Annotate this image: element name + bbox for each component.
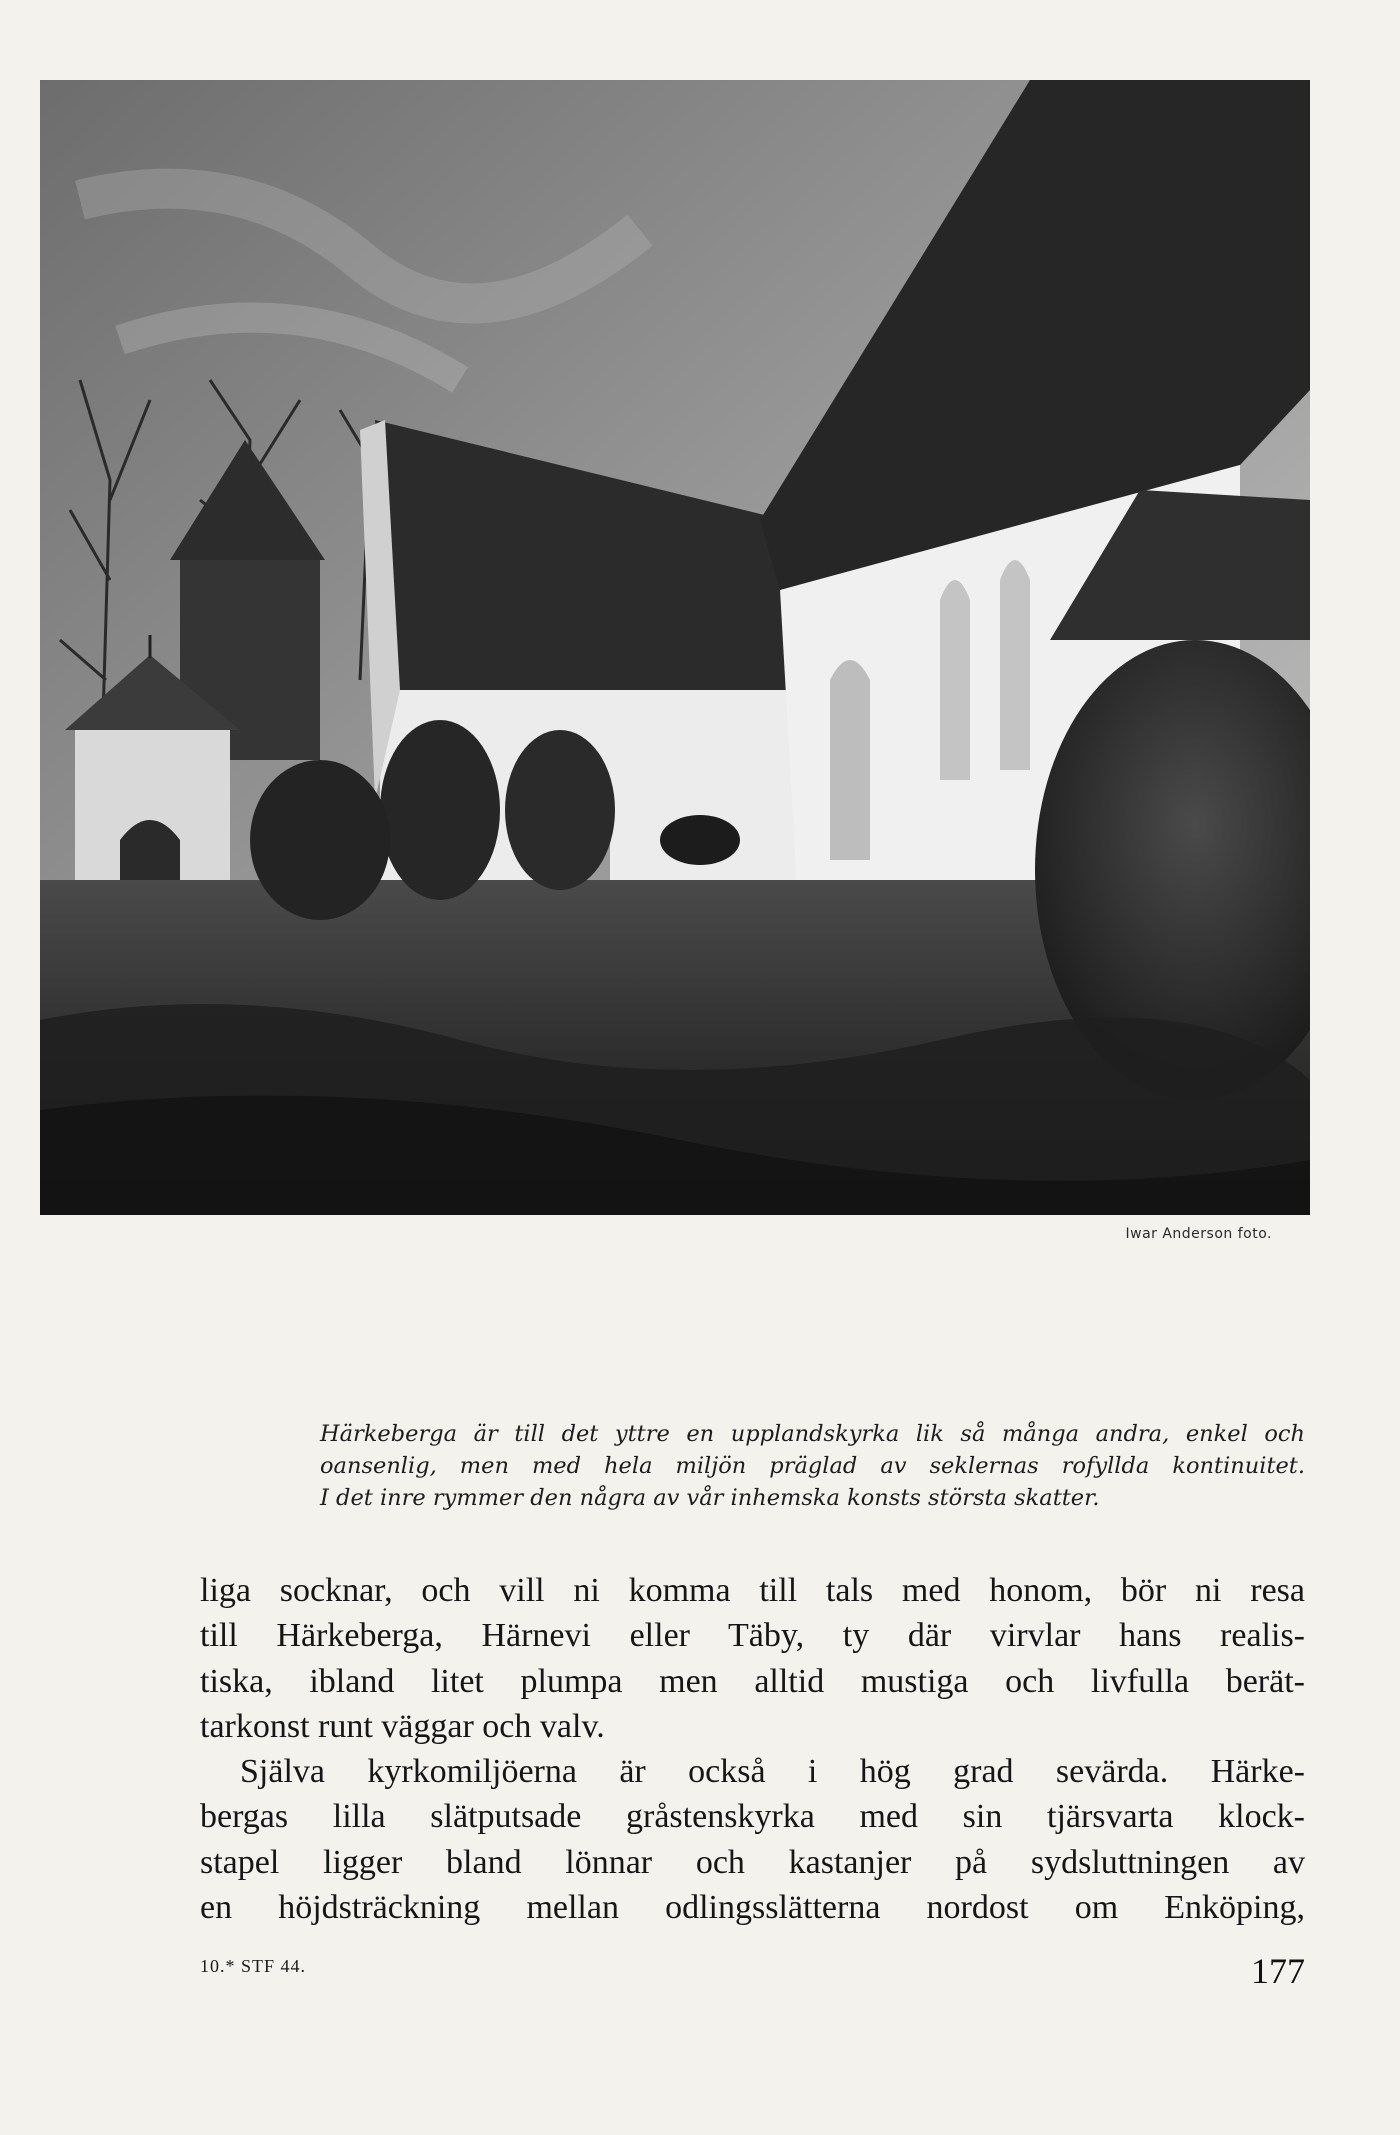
body-text [200, 1568, 1305, 1930]
body-line: tiska, ibland litet plumpa men alltid mustiga och livfulla berät- [200, 1662, 1305, 1700]
caption-line: Härkeberga är till det yttre en upplandskyrka lik så många andra, enkel och [320, 1421, 1305, 1447]
caption-line: oansenlig, men med hela miljön präglad av seklernas rofyllda kontinuitet. [320, 1453, 1305, 1479]
caption-line: I det inre rymmer den några av vår inhemska konsts största skatter. [320, 1485, 1100, 1511]
body-line: tarkonst runt väggar och valv. [200, 1707, 605, 1745]
body-line: liga socknar, och vill ni komma till tals med honom, bör ni resa [200, 1572, 1305, 1609]
body-line: Själva kyrkomiljöerna är också i hög grad sevärda. Härke- [240, 1753, 1305, 1791]
church-photo-illustration [40, 80, 1310, 1215]
signature-mark: 10.* STF 44. [200, 1956, 307, 1976]
photo-credit: Iwar Anderson foto. [1125, 1226, 1272, 1242]
body-line: till Härkeberga, Härnevi eller Täby, ty där virvlar hans realis- [200, 1617, 1305, 1655]
photo-caption [320, 1418, 1305, 1514]
body-line: en höjdsträckning mellan odlingsslätterna nordost om Enköping, [200, 1889, 1305, 1927]
church-photograph [40, 80, 1310, 1215]
body-line: stapel ligger bland lönnar och kastanjer på sydsluttningen av [200, 1843, 1305, 1881]
body-line: bergas lilla slätputsade gråstenskyrka med sin tjärsvarta klock- [200, 1798, 1305, 1836]
page-number: 177 [1251, 1951, 1305, 1991]
